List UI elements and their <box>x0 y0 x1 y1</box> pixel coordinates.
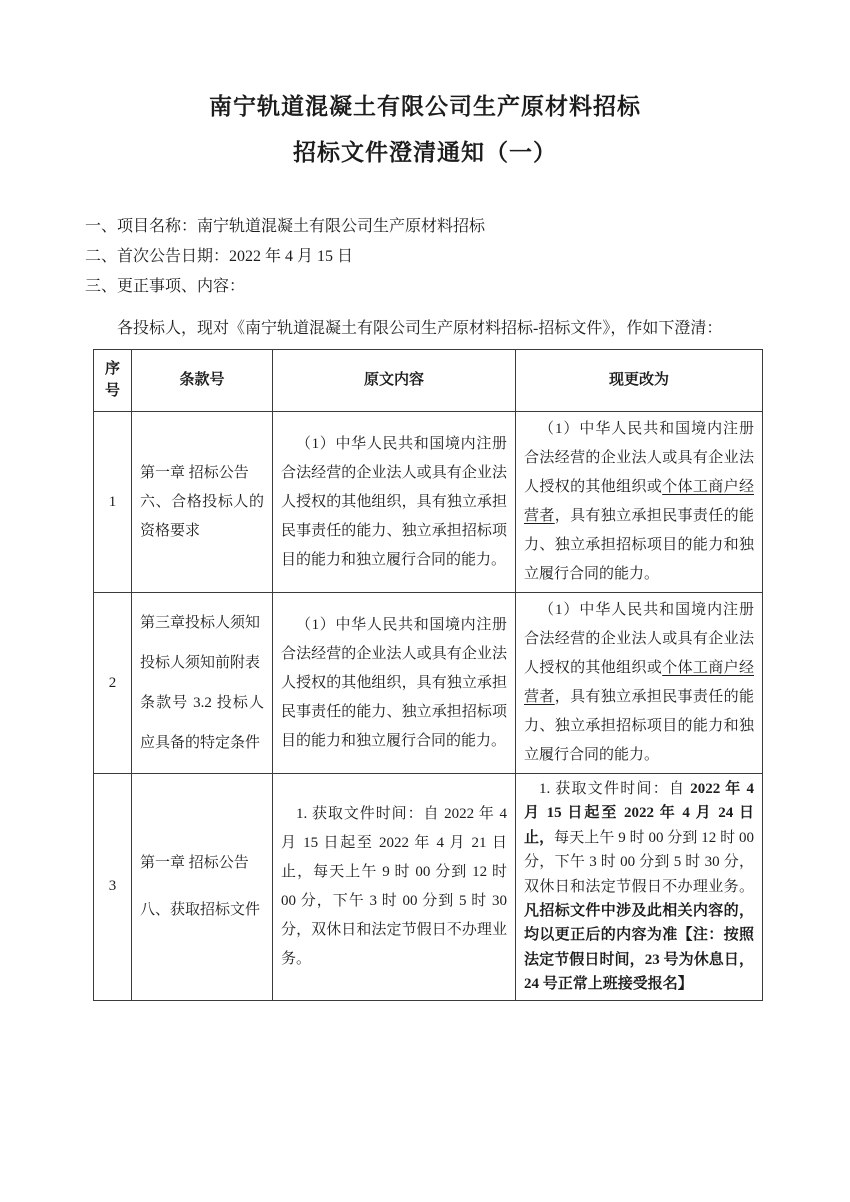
table-row <box>94 774 763 1001</box>
header-original-content: 原文内容 <box>273 350 516 412</box>
changed-content-cell <box>516 774 763 1001</box>
text-run: 每天上午 9 时 00 分到 12 时 00 分，下午 3 时 00 分到 5 时 30 分，双休日和法定节假日不办理业务。 <box>524 829 754 895</box>
text-run: （1）中华人民共和国境内注册合法经营的企业法人或具有企业法人授权的其他组织，具有独立承担民事责任的能力、独立承担招标项目的能力和独立履行合同的能力。 <box>281 616 507 749</box>
clause-cell <box>132 412 273 593</box>
original-content-cell <box>273 412 516 593</box>
text-run: ，具有独立承担民事责任的能力、独立承担招标项目的能力和独立履行合同的能力。 <box>524 689 754 763</box>
item-correction-heading: 三、更正事项、内容： <box>85 278 246 295</box>
bold-text-run: 凡招标文件中涉及此相关内容的，均以更正后的内容为准【注：按照法定节假日时间，23 号为休息日，24 号正常上班接受报名】 <box>524 903 754 993</box>
text-run: ，具有独立承担民事责任的能力、独立承担招标项目的能力和独立履行合同的能力。 <box>524 508 754 582</box>
underlined-text-run: 个体工商户经营者 <box>524 660 754 705</box>
changed-content-text <box>524 777 754 997</box>
clause-line: 第一章 招标公告 <box>140 854 249 871</box>
header-seq-no: 序号 <box>94 350 132 412</box>
bold-text-run: 2022 年 4 月 15 日起至 2022 年 4 月 24 日止， <box>524 781 754 846</box>
text-run: 1. 获取文件时间：自 <box>539 781 691 797</box>
changed-content-text <box>524 596 754 770</box>
clause-line: 条款号 3.2 投标人应具备的特定条件 <box>140 695 264 751</box>
clause-cell <box>132 593 273 774</box>
table-row <box>94 412 763 593</box>
text-run: （1）中华人民共和国境内注册合法经营的企业法人或具有企业法人授权的其他组织或 <box>524 421 754 495</box>
header-clause-no: 条款号 <box>132 350 273 412</box>
text-run: （1）中华人民共和国境内注册合法经营的企业法人或具有企业法人授权的其他组织或 <box>524 602 754 676</box>
changed-content-cell <box>516 593 763 774</box>
doc-items <box>85 218 765 296</box>
doc-title-line2: 招标文件澄清通知（一） <box>293 140 557 165</box>
item-first-announcement-date: 二、首次公告日期：2022 年 4 月 15 日 <box>85 248 354 265</box>
table-header-row <box>94 350 763 412</box>
original-content-cell <box>273 593 516 774</box>
doc-title <box>85 84 765 176</box>
clause-line: 六、合格投标人的资格要求 <box>140 493 264 539</box>
text-run: （1）中华人民共和国境内注册合法经营的企业法人或具有企业法人授权的其他组织，具有独立承担民事责任的能力、独立承担招标项目的能力和独立履行合同的能力。 <box>281 435 507 568</box>
original-content-text <box>281 611 507 756</box>
clause-line: 投标人须知前附表 <box>140 655 261 671</box>
row-number: 3 <box>94 774 132 1001</box>
original-content-cell <box>273 774 516 1001</box>
clause-cell <box>132 774 273 1001</box>
clause-line: 第一章 招标公告 <box>140 464 249 481</box>
intro-paragraph: 各投标人，现对《南宁轨道混凝土有限公司生产原材料招标-招标文件》，作如下澄清： <box>117 320 723 337</box>
underlined-text-run: 个体工商户经营者 <box>524 479 754 524</box>
item-project-name: 一、项目名称：南宁轨道混凝土有限公司生产原材料招标 <box>85 218 486 235</box>
doc-title-line1: 南宁轨道混凝土有限公司生产原材料招标 <box>209 94 641 119</box>
changed-content-text <box>524 415 754 589</box>
clause-line: 第三章投标人须知 <box>140 615 261 631</box>
table-row <box>94 593 763 774</box>
original-content-text <box>281 430 507 575</box>
text-run: 1. 获取文件时间：自 2022 年 4 月 15 日起至 2022 年 4 月 21 日止，每天上午 9 时 00 分到 12 时 00 分，下午 3 时 00 分到 5 时 30 分，双休日和法定节假日不办理业务。 <box>281 805 507 967</box>
clarification-table <box>93 349 763 1001</box>
clause-line: 八、获取招标文件 <box>140 901 261 918</box>
changed-content-cell <box>516 412 763 593</box>
row-number: 2 <box>94 593 132 774</box>
header-changed-to: 现更改为 <box>516 350 763 412</box>
row-number: 1 <box>94 412 132 593</box>
original-content-text <box>281 800 507 974</box>
